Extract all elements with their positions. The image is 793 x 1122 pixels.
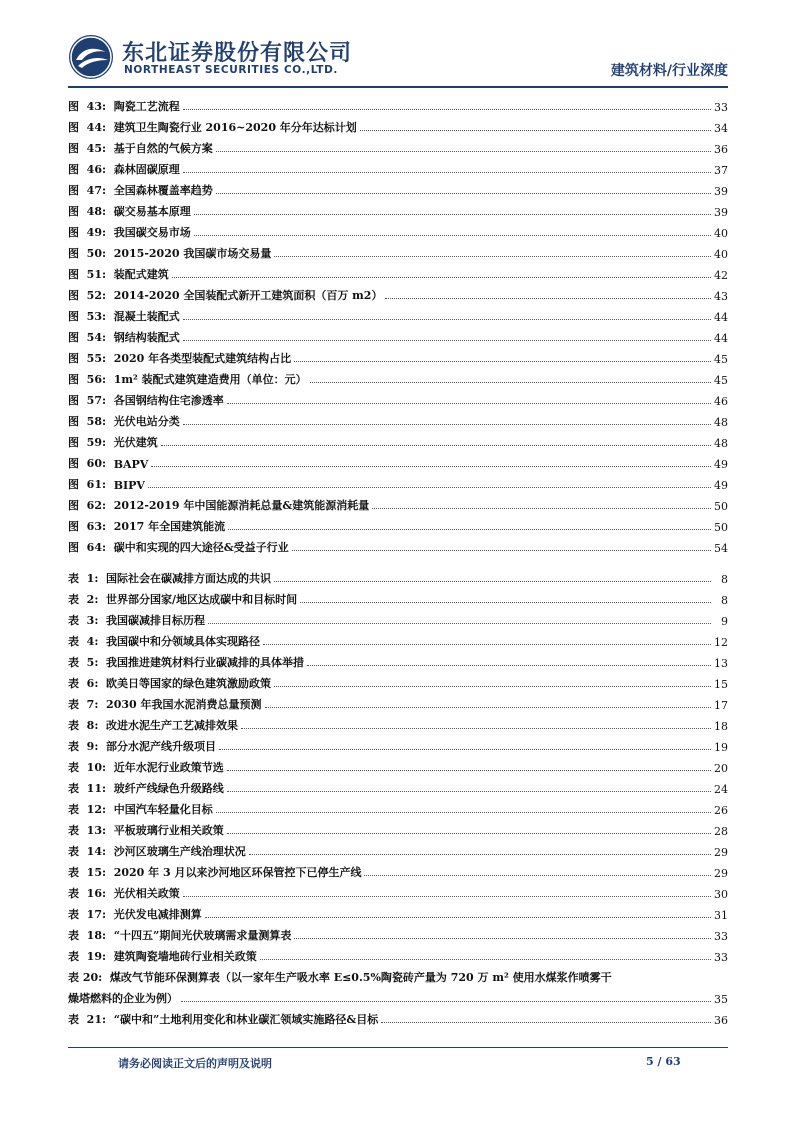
toc-entry-page: 33 <box>714 930 728 943</box>
leader-dots <box>381 1022 711 1023</box>
toc-entry-label: 表 10: <box>68 761 107 774</box>
section-gap <box>68 555 728 565</box>
toc-entry-label: 图 48: <box>68 205 107 218</box>
toc-entry-page: 30 <box>714 888 728 901</box>
figure-entry[interactable] <box>68 513 728 534</box>
leader-dots <box>194 235 711 236</box>
figure-entry[interactable] <box>68 471 728 492</box>
company-name-cn: 东北证券股份有限公司 <box>122 41 353 66</box>
toc-entry-title: 部分水泥产线升级项目 <box>106 740 217 753</box>
toc-entry-page: 44 <box>714 332 728 345</box>
toc-entry-title: 改进水泥生产工艺减排效果 <box>106 719 239 732</box>
figure-entry[interactable] <box>68 135 728 156</box>
toc-entry-page: 29 <box>714 846 728 859</box>
toc-entry-page: 43 <box>714 290 728 303</box>
table-entry[interactable] <box>68 649 728 670</box>
toc-entry-title: BIPV <box>113 479 145 492</box>
toc-entry-label: 表 12: <box>68 803 107 816</box>
toc-entry-page: 36 <box>714 143 728 156</box>
toc-entry-table-21[interactable] <box>68 1006 728 1027</box>
table-entry[interactable] <box>68 901 728 922</box>
table-entry[interactable] <box>68 628 728 649</box>
toc-entry-label: 表 6: <box>68 677 99 690</box>
toc-entry-title: 国际社会在碳减排方面达成的共识 <box>106 572 272 585</box>
toc-entry-title: 钢结构装配式 <box>113 331 180 344</box>
figure-entry[interactable] <box>68 366 728 387</box>
leader-dots <box>183 340 711 341</box>
toc-entry-label: 图 61: <box>68 478 107 491</box>
table-entry[interactable] <box>68 775 728 796</box>
leader-dots <box>181 1001 711 1002</box>
toc-entry-label: 图 56: <box>68 373 107 386</box>
toc-entry-label: 表 13: <box>68 824 107 837</box>
toc-entry-page: 24 <box>714 783 728 796</box>
toc-entry-page: 35 <box>714 993 728 1006</box>
company-logo-icon <box>68 34 114 80</box>
toc-entry-label: 图 44: <box>68 121 107 134</box>
toc-entry-label: 图 63: <box>68 520 107 533</box>
toc-entry-label: 表 14: <box>68 845 107 858</box>
table-entry[interactable] <box>68 838 728 859</box>
figure-entry[interactable] <box>68 240 728 261</box>
toc-entry-page: 31 <box>714 909 728 922</box>
table-entry[interactable] <box>68 922 728 943</box>
figure-entry[interactable] <box>68 534 728 555</box>
toc-entry-label: 图 58: <box>68 415 107 428</box>
figure-entry[interactable] <box>68 324 728 345</box>
toc-entry-label: 图 43: <box>68 100 107 113</box>
toc-entry-title: 混凝土装配式 <box>113 310 180 323</box>
toc-entry-label: 图 62: <box>68 499 107 512</box>
toc-entry-page: 49 <box>714 479 728 492</box>
toc-entry-title: 中国汽车轻量化目标 <box>113 803 213 816</box>
table-entry[interactable] <box>68 586 728 607</box>
toc-entry-title: 平板玻璃行业相关政策 <box>113 824 224 837</box>
toc-entry-label: 表 9: <box>68 740 99 753</box>
toc-entry-page: 15 <box>714 678 728 691</box>
toc-entry-page: 20 <box>714 762 728 775</box>
toc-entry-title: 各国钢结构住宅渗透率 <box>113 394 224 407</box>
toc-entry-label: 表 18: <box>68 929 107 942</box>
toc-entry-title: 世界部分国家/地区达成碳中和目标时间 <box>106 593 298 606</box>
table-entry[interactable] <box>68 859 728 880</box>
leader-dots <box>161 445 711 446</box>
toc-entry-title: 2014-2020 全国装配式新开工建筑面积（百万 m2） <box>113 289 383 302</box>
toc-entry-title: 我国碳减排目标历程 <box>106 614 206 627</box>
toc-entry-title: 2017 年全国建筑能流 <box>113 520 226 533</box>
toc-entry-title: 建筑陶瓷墙地砖行业相关政策 <box>113 950 257 963</box>
table-entry[interactable] <box>68 691 728 712</box>
toc-entry-label: 表 8: <box>68 719 99 732</box>
toc-entry-page: 50 <box>714 500 728 513</box>
leader-dots <box>227 791 711 792</box>
footer-page-number: 5 / 63 <box>646 1055 681 1068</box>
leader-dots <box>274 256 711 257</box>
leader-dots <box>227 770 711 771</box>
toc-entry-page: 45 <box>714 374 728 387</box>
toc-entry-page: 33 <box>714 951 728 964</box>
figure-entry[interactable] <box>68 408 728 429</box>
leader-dots <box>183 896 711 897</box>
toc-entry-label: 图 47: <box>68 184 107 197</box>
leader-dots <box>205 917 711 918</box>
table-entry[interactable] <box>68 817 728 838</box>
toc-entry-page: 48 <box>714 416 728 429</box>
toc-entry-label: 图 55: <box>68 352 107 365</box>
toc-entry-page: 28 <box>714 825 728 838</box>
toc-entry-page: 8 <box>721 594 728 607</box>
toc-entry-label: 图 57: <box>68 394 107 407</box>
leader-dots <box>364 875 711 876</box>
toc-entry-title: 陶瓷工艺流程 <box>113 100 180 113</box>
toc-entry-title: 1m² 装配式建筑建造费用（单位：元） <box>113 373 307 386</box>
toc-entry-page: 8 <box>721 573 728 586</box>
leader-dots <box>294 938 711 939</box>
footer-disclaimer: 请务必阅读正文后的声明及说明 <box>118 1057 272 1070</box>
toc-entry-page: 40 <box>714 227 728 240</box>
toc-entry-page: 26 <box>714 804 728 817</box>
table-entry[interactable] <box>68 733 728 754</box>
toc-entry-page: 39 <box>714 206 728 219</box>
leader-dots <box>307 665 711 666</box>
toc-entry-title: 2012-2019 年中国能源消耗总量&建筑能源消耗量 <box>113 499 370 512</box>
toc-entry-page: 18 <box>714 720 728 733</box>
leader-dots <box>219 749 711 750</box>
toc-entry-label: 表 4: <box>68 635 99 648</box>
leader-dots <box>265 707 712 708</box>
leader-dots <box>241 728 711 729</box>
leader-dots <box>292 550 711 551</box>
toc-entry-title: 2020 年 3 月以来沙河地区环保管控下已停生产线 <box>113 866 362 879</box>
leader-dots <box>172 277 711 278</box>
leader-dots <box>310 382 711 383</box>
toc-entry-label: 图 49: <box>68 226 107 239</box>
toc-entry-title: 近年水泥行业政策节选 <box>113 761 224 774</box>
toc-entry-title: 装配式建筑 <box>113 268 169 281</box>
leader-dots <box>216 193 711 194</box>
leader-dots <box>183 319 711 320</box>
toc-entry-title: 玻纤产线绿色升级路线 <box>113 782 224 795</box>
leader-dots <box>274 686 711 687</box>
toc-entry-label: 表 11: <box>68 782 107 795</box>
leader-dots <box>360 130 711 131</box>
leader-dots <box>385 298 711 299</box>
toc-entry-label: 图 54: <box>68 331 107 344</box>
figure-entry[interactable] <box>68 114 728 135</box>
toc-entry-title: 我国碳中和分领域具体实现路径 <box>106 635 261 648</box>
table-entry[interactable] <box>68 712 728 733</box>
toc-entry-label: 图 59: <box>68 436 107 449</box>
figure-entry[interactable] <box>68 303 728 324</box>
toc-entry-title-continued: 燥塔燃料的企业为例） <box>68 992 178 1005</box>
toc-entry-label: 表 20: <box>68 971 103 984</box>
footer-divider <box>68 1047 728 1048</box>
toc-entry-page: 19 <box>714 741 728 754</box>
toc-entry-label: 表 3: <box>68 614 99 627</box>
figure-entry[interactable] <box>68 93 728 114</box>
toc-entry-label: 图 51: <box>68 268 107 281</box>
toc-entry-label: 表 21: <box>68 1013 107 1026</box>
toc-entry-title: 欧美日等国家的绿色建筑激励政策 <box>106 677 272 690</box>
table-entry[interactable] <box>68 565 728 586</box>
toc-entry-label: 表 2: <box>68 593 99 606</box>
toc-entry-page: 29 <box>714 867 728 880</box>
toc-entry-title: 建筑卫生陶瓷行业 2016~2020 年分年达标计划 <box>113 121 357 134</box>
toc-entry-page: 39 <box>714 185 728 198</box>
leader-dots <box>249 854 711 855</box>
toc-entry-title: 沙河区玻璃生产线治理状况 <box>113 845 246 858</box>
toc-entry-page: 50 <box>714 521 728 534</box>
toc-entry-label: 表 17: <box>68 908 107 921</box>
figure-entry[interactable] <box>68 450 728 471</box>
table-entry[interactable] <box>68 796 728 817</box>
toc-entry-title: 全国森林覆盖率趋势 <box>113 184 213 197</box>
figure-entry[interactable] <box>68 219 728 240</box>
toc-entry-page: 44 <box>714 311 728 324</box>
toc-entry-page: 49 <box>714 458 728 471</box>
toc-entry-page: 12 <box>714 636 728 649</box>
leader-dots <box>216 812 711 813</box>
toc-entry-label: 图 53: <box>68 310 107 323</box>
leader-dots <box>260 959 711 960</box>
leader-dots <box>227 833 711 834</box>
table-entry[interactable] <box>68 607 728 628</box>
toc-entry-title: 基于自然的气候方案 <box>113 142 213 155</box>
leader-dots <box>183 424 711 425</box>
toc-entry-title: “十四五”期间光伏玻璃需求量测算表 <box>113 929 292 942</box>
leader-dots <box>228 529 711 530</box>
leader-dots <box>216 151 711 152</box>
toc-entry-label: 表 19: <box>68 950 107 963</box>
toc-entry-title: 光伏建筑 <box>113 436 158 449</box>
figure-entry[interactable] <box>68 387 728 408</box>
toc-entry-title: 我国推进建筑材料行业碳减排的具体举措 <box>106 656 305 669</box>
figure-entry[interactable] <box>68 261 728 282</box>
toc-entry-page: 46 <box>714 395 728 408</box>
toc-entry-title: 我国碳交易市场 <box>113 226 191 239</box>
toc-entry-label: 表 1: <box>68 572 99 585</box>
toc-entry-title: 光伏电站分类 <box>113 415 180 428</box>
toc-entry-table-20-continued[interactable] <box>68 985 728 1006</box>
leader-dots <box>294 361 711 362</box>
table-entry[interactable] <box>68 754 728 775</box>
leader-dots <box>183 109 711 110</box>
toc-entry-page: 37 <box>714 164 728 177</box>
toc-entry-label: 表 16: <box>68 887 107 900</box>
toc-entry-label: 表 7: <box>68 698 99 711</box>
leader-dots <box>263 644 711 645</box>
header-divider <box>68 86 728 88</box>
toc-entry-title: 2015-2020 我国碳市场交易量 <box>113 247 272 260</box>
table-entry[interactable] <box>68 670 728 691</box>
figure-entry[interactable] <box>68 345 728 366</box>
page-header <box>68 30 728 86</box>
toc-entry-label: 图 60: <box>68 457 107 470</box>
leader-dots <box>300 602 711 603</box>
leader-dots <box>183 172 711 173</box>
leader-dots <box>208 623 711 624</box>
leader-dots <box>148 487 711 488</box>
toc-entry-label: 表 15: <box>68 866 107 879</box>
company-name-en: NORTHEAST SECURITIES CO.,LTD. <box>124 64 338 76</box>
leader-dots <box>227 403 711 404</box>
toc-entry-label: 图 52: <box>68 289 107 302</box>
toc-entry-page: 45 <box>714 353 728 366</box>
toc-entry-title: 2030 年我国水泥消费总量预测 <box>106 698 262 711</box>
figure-list <box>68 93 728 555</box>
leader-dots <box>151 466 711 467</box>
toc-entry-page: 17 <box>714 699 728 712</box>
toc-entry-page: 33 <box>714 101 728 114</box>
toc-entry-title: BAPV <box>113 458 149 471</box>
toc-entry-title: 光伏发电减排测算 <box>113 908 202 921</box>
table-list <box>68 565 728 964</box>
toc-entry-title: “碳中和”土地利用变化和林业碳汇领域实施路径&目标 <box>113 1013 379 1026</box>
toc-entry-page: 48 <box>714 437 728 450</box>
toc-entry-page: 13 <box>714 657 728 670</box>
toc-entry-title: 碳中和实现的四大途径&受益子行业 <box>113 541 289 554</box>
toc-entry-title: 煤改气节能环保测算表（以一家年生产吸水率 E≤0.5%陶瓷砖产量为 720 万 m² 使用水煤浆作喷雾干 <box>109 971 612 984</box>
toc-entry-page: 42 <box>714 269 728 282</box>
table-entry[interactable] <box>68 880 728 901</box>
figure-entry[interactable] <box>68 429 728 450</box>
leader-dots <box>194 214 711 215</box>
figure-entry[interactable] <box>68 156 728 177</box>
toc-entry-label: 图 50: <box>68 247 107 260</box>
figure-entry[interactable] <box>68 492 728 513</box>
toc-entry-title: 森林固碳原理 <box>113 163 180 176</box>
toc-entry-title: 2020 年各类型装配式建筑结构占比 <box>113 352 292 365</box>
toc-entry-label: 图 45: <box>68 142 107 155</box>
toc-entry-title: 光伏相关政策 <box>113 887 180 900</box>
table-entry[interactable] <box>68 943 728 964</box>
toc-entry-label: 表 5: <box>68 656 99 669</box>
toc-entry-title: 碳交易基本原理 <box>113 205 191 218</box>
report-section: 建筑材料/行业深度 <box>610 63 728 79</box>
toc-entry-page: 40 <box>714 248 728 261</box>
toc-entry-label: 图 64: <box>68 541 107 554</box>
leader-dots <box>372 508 711 509</box>
toc-entry-page: 54 <box>714 542 728 555</box>
figure-entry[interactable] <box>68 198 728 219</box>
toc-entry-page: 9 <box>721 615 728 628</box>
leader-dots <box>274 581 711 582</box>
table-of-contents <box>68 93 728 1027</box>
toc-entry-table-20[interactable] <box>68 964 728 985</box>
figure-entry[interactable] <box>68 177 728 198</box>
toc-entry-page: 34 <box>714 122 728 135</box>
toc-entry-page: 36 <box>714 1014 728 1027</box>
toc-entry-label: 图 46: <box>68 163 107 176</box>
figure-entry[interactable] <box>68 282 728 303</box>
